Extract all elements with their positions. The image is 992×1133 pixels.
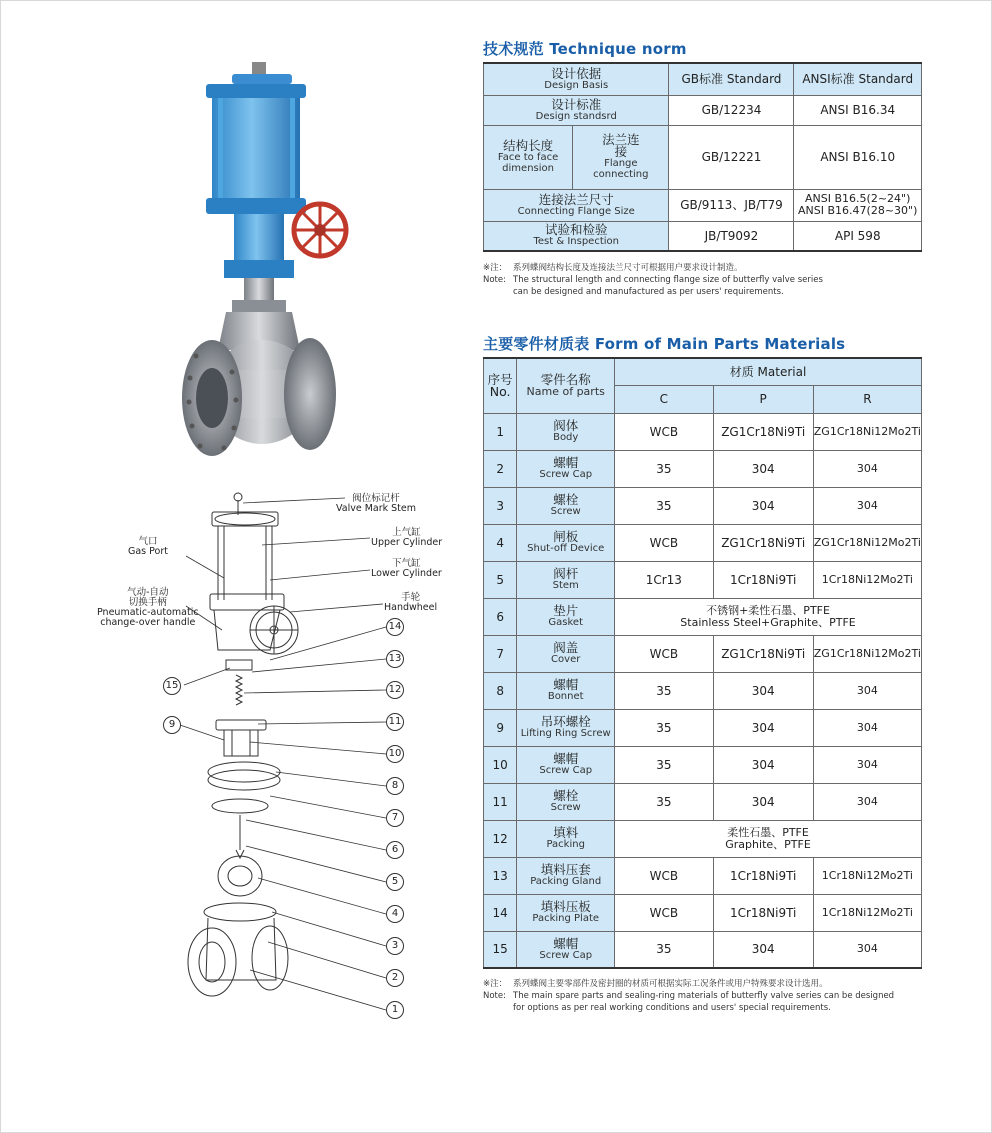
row-number: 7 [484, 635, 517, 672]
material-c-cell: 35 [615, 709, 714, 746]
table-row [484, 894, 922, 931]
material-r-cell: 304 [813, 746, 921, 783]
material-p-cell: 1Cr18Ni9Ti [713, 894, 813, 931]
grade-p-header: P [713, 385, 813, 413]
part-name: 填料 Packing [517, 820, 615, 857]
row-number: 6 [484, 598, 517, 635]
row-number: 15 [484, 931, 517, 968]
table-row [484, 561, 922, 598]
ansi-cell: ANSI B16.5(2~24") ANSI B16.47(28~30") [794, 189, 922, 221]
row-number: 5 [484, 561, 517, 598]
material-r-cell: 304 [813, 487, 921, 524]
row-label: 连接法兰尺寸 Connecting Flange Size [484, 189, 669, 221]
part-name: 螺帽 Screw Cap [517, 450, 615, 487]
table-row [484, 820, 922, 857]
part-name: 闸板 Shut-off Device [517, 524, 615, 561]
material-cell-span: 柔性石墨、PTFE Graphite、PTFE [615, 820, 922, 857]
table-row [484, 635, 922, 672]
material-r-cell: ZG1Cr18Ni12Mo2Ti [813, 413, 921, 450]
part-name: 螺帽 Screw Cap [517, 746, 615, 783]
parts-materials-title: 主要零件材质表 Form of Main Parts Materials [483, 335, 846, 353]
callout-15: 15 [163, 677, 181, 695]
table-row [484, 746, 922, 783]
changeover-handle-label: 气动-自动 切换手柄 Pneumatic-automatic change-over handle [97, 587, 199, 628]
callout-12: 12 [386, 681, 404, 699]
material-r-cell: 1Cr18Ni12Mo2Ti [813, 894, 921, 931]
valve-illustration [0, 0, 480, 1040]
table-row [484, 125, 922, 189]
row-sublabel: 法兰连接 Flange connecting [573, 125, 669, 189]
technique-norm-title: 技术规范 Technique norm [483, 40, 687, 58]
table-row [484, 450, 922, 487]
material-c-cell: WCB [615, 857, 714, 894]
material-r-cell: 1Cr18Ni12Mo2Ti [813, 561, 921, 598]
row-number: 3 [484, 487, 517, 524]
material-c-cell: 35 [615, 931, 714, 968]
callout-5: 5 [386, 873, 404, 891]
ansi-cell: ANSI B16.10 [794, 125, 922, 189]
name-header: 零件名称 Name of parts [517, 358, 615, 413]
callout-8: 8 [386, 777, 404, 795]
part-name: 阀杆 Stem [517, 561, 615, 598]
material-c-cell: WCB [615, 894, 714, 931]
callout-11: 11 [386, 713, 404, 731]
table-row [484, 672, 922, 709]
material-p-cell: 304 [713, 931, 813, 968]
grade-c-header: C [615, 385, 714, 413]
material-r-cell: ZG1Cr18Ni12Mo2Ti [813, 524, 921, 561]
material-p-cell: ZG1Cr18Ni9Ti [713, 524, 813, 561]
grade-r-header: R [813, 385, 921, 413]
parts-header-row [484, 358, 922, 385]
valve-photo [182, 62, 346, 456]
material-c-cell: 35 [615, 783, 714, 820]
technique-norm-table [483, 62, 922, 252]
material-cell-span: 不锈钢+柔性石墨、PTFE Stainless Steel+Graphite、PTFE [615, 598, 922, 635]
row-label: 试验和检验 Test & Inspection [484, 221, 669, 251]
material-c-cell: 35 [615, 672, 714, 709]
gb-cell: GB/12234 [669, 95, 794, 125]
material-r-cell: 304 [813, 672, 921, 709]
row-number: 9 [484, 709, 517, 746]
gb-cell: GB/12221 [669, 125, 794, 189]
table-row [484, 221, 922, 251]
row-label: 设计标准 Design standsrd [484, 95, 669, 125]
material-r-cell: ZG1Cr18Ni12Mo2Ti [813, 635, 921, 672]
callout-4: 4 [386, 905, 404, 923]
lower-cylinder-label: 下气缸 Lower Cylinder [371, 558, 442, 579]
material-p-cell: ZG1Cr18Ni9Ti [713, 413, 813, 450]
part-name: 吊环螺栓 Lifting Ring Screw [517, 709, 615, 746]
upper-cylinder-label: 上气缸 Upper Cylinder [371, 527, 443, 548]
material-p-cell: 304 [713, 746, 813, 783]
material-header: 材质 Material [615, 358, 922, 385]
material-c-cell: WCB [615, 524, 714, 561]
callout-14: 14 [386, 618, 404, 636]
ansi-cell: API 598 [794, 221, 922, 251]
valve-mark-stem-label: 阀位标记杆 Valve Mark Stem [336, 493, 417, 514]
row-number: 13 [484, 857, 517, 894]
material-c-cell: WCB [615, 635, 714, 672]
row-number: 12 [484, 820, 517, 857]
material-p-cell: 1Cr18Ni9Ti [713, 561, 813, 598]
table-row [484, 524, 922, 561]
table-row [484, 931, 922, 968]
callout-2: 2 [386, 969, 404, 987]
row-number: 14 [484, 894, 517, 931]
material-p-cell: 1Cr18Ni9Ti [713, 857, 813, 894]
table-row [484, 598, 922, 635]
part-name: 填料压板 Packing Plate [517, 894, 615, 931]
material-p-cell: 304 [713, 487, 813, 524]
material-r-cell: 304 [813, 931, 921, 968]
callout-9: 9 [163, 716, 181, 734]
parts-materials-table [483, 357, 922, 969]
material-r-cell: 304 [813, 450, 921, 487]
table-row [484, 487, 922, 524]
gas-port-label: 气口 Gas Port [128, 536, 168, 557]
row-number: 1 [484, 413, 517, 450]
design-basis-header: 设计依据 Design Basis [484, 63, 669, 95]
callout-10: 10 [386, 745, 404, 763]
material-p-cell: 304 [713, 672, 813, 709]
part-name: 垫片 Gasket [517, 598, 615, 635]
material-r-cell: 304 [813, 783, 921, 820]
leader-lines [180, 498, 386, 1010]
gb-cell: GB/9113、JB/T79 [669, 189, 794, 221]
callout-7: 7 [386, 809, 404, 827]
material-r-cell: 1Cr18Ni12Mo2Ti [813, 857, 921, 894]
material-r-cell: 304 [813, 709, 921, 746]
table-row [484, 857, 922, 894]
table-row [484, 413, 922, 450]
table-row [484, 709, 922, 746]
callout-6: 6 [386, 841, 404, 859]
material-c-cell: 35 [615, 746, 714, 783]
ansi-standard-header: ANSI标准 Standard [794, 63, 922, 95]
part-name: 填料压套 Packing Gland [517, 857, 615, 894]
material-c-cell: 35 [615, 487, 714, 524]
parts-note: ※注： 系列蝶阀主要零部件及密封圈的材质可根据实际工况条件或用户特殊要求设计选用。 Note: The main spare parts and sealing-ring materials of butterfly valve series can be designed for options as per real working conditions and users' special requirements. [483, 979, 895, 1013]
row-number: 11 [484, 783, 517, 820]
material-p-cell: 304 [713, 783, 813, 820]
part-name: 螺帽 Screw Cap [517, 931, 615, 968]
material-c-cell: 1Cr13 [615, 561, 714, 598]
material-p-cell: ZG1Cr18Ni9Ti [713, 635, 813, 672]
no-header: 序号 No. [484, 358, 517, 413]
handwheel-label: 手轮 Handwheel [384, 592, 438, 613]
row-number: 10 [484, 746, 517, 783]
row-number: 2 [484, 450, 517, 487]
material-c-cell: 35 [615, 450, 714, 487]
table-row [484, 783, 922, 820]
table-row [484, 189, 922, 221]
row-number: 4 [484, 524, 517, 561]
row-label: 结构长度 Face to face dimension [484, 125, 573, 189]
table-row [484, 95, 922, 125]
gb-cell: JB/T9092 [669, 221, 794, 251]
callout-13: 13 [386, 650, 404, 668]
material-p-cell: 304 [713, 450, 813, 487]
part-name: 阀盖 Cover [517, 635, 615, 672]
ansi-cell: ANSI B16.34 [794, 95, 922, 125]
part-name: 螺帽 Bonnet [517, 672, 615, 709]
material-c-cell: WCB [615, 413, 714, 450]
technique-note: ※注： 系列蝶阀结构长度及连接法兰尺寸可根据用户要求设计制造。 Note: The structural length and connecting flange size of butterfly valve series can be designed and manufactured as per users' requirements. [483, 263, 823, 297]
part-name: 螺栓 Screw [517, 783, 615, 820]
row-number: 8 [484, 672, 517, 709]
material-p-cell: 304 [713, 709, 813, 746]
gb-standard-header: GB标准 Standard [669, 63, 794, 95]
callout-3: 3 [386, 937, 404, 955]
technique-header-row [484, 63, 922, 95]
callout-1: 1 [386, 1001, 404, 1019]
part-name: 阀体 Body [517, 413, 615, 450]
part-name: 螺栓 Screw [517, 487, 615, 524]
